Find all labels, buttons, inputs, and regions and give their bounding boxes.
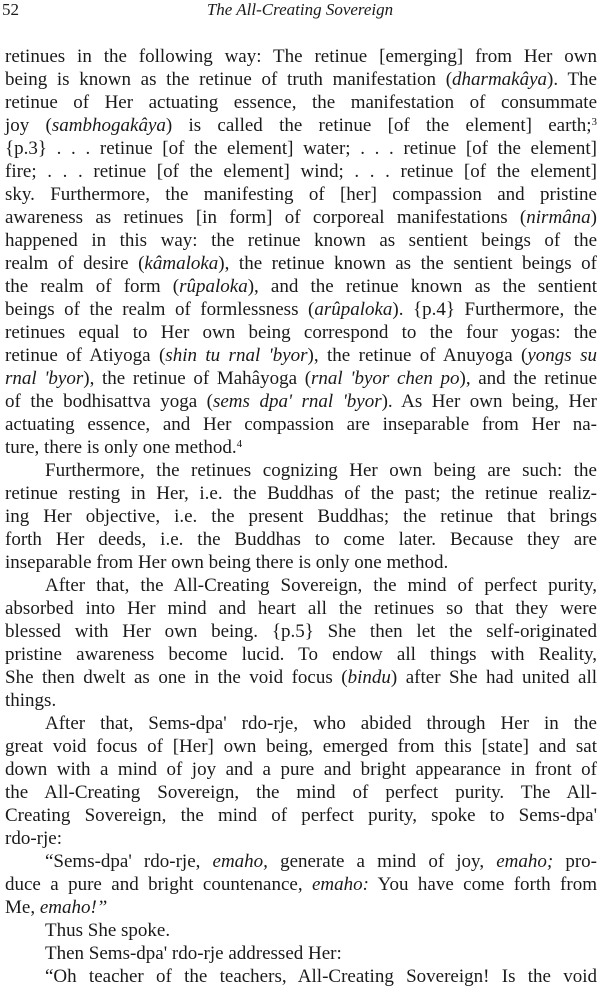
text-line [5, 91, 597, 114]
text-segment: awareness as retinues [in form] of corporeal manifestations ( [5, 207, 527, 228]
text-segment: Then Sems-dpa' rdo-rje addressed Her: [45, 943, 342, 964]
text-segment: ing Her objective, i.e. the present Buddhas; the retinue that brings [5, 506, 597, 527]
text-line [5, 827, 597, 850]
text-segment: fire; . . . retinue [of the element] wind; . . . retinue [of the element] [5, 161, 597, 182]
text-segment: ), and the retinue known as the sentient [247, 276, 597, 297]
text-segment: retinue resting in Her, i.e. the Buddhas of the past; the retinue realiz- [5, 483, 597, 504]
text-segment: rdo-rje: [5, 828, 62, 849]
text-line [5, 643, 597, 666]
text-line [5, 344, 597, 367]
text-segment: pristine awareness become lucid. To endow all things with Reality, [5, 644, 597, 665]
text-segment: great void focus of [Her] own being, emerged from this [state] and sat [5, 736, 597, 757]
text-line [5, 252, 597, 275]
text-segment: the All-Creating Sovereign, the mind of perfect purity. The All- [5, 782, 597, 803]
text-segment: pro- [553, 851, 597, 872]
text-segment: ) after She had united all [390, 667, 597, 688]
text-segment: After that, Sems-dpa' rdo-rje, who abided through Her in the [45, 713, 597, 734]
text-segment: things. [5, 690, 57, 711]
text-line [5, 597, 597, 620]
text-segment: retinues equal to Her own being correspond to the four yogas: the [5, 322, 597, 343]
footnote-marker: 4 [236, 438, 243, 450]
text-line [5, 804, 597, 827]
text-segment: “Sems-dpa' rdo-rje, [45, 851, 213, 872]
text-segment: beings of the realm of formlessness ( [5, 299, 315, 320]
running-title: The All-Creating Sovereign [206, 0, 394, 19]
text-line [5, 505, 597, 528]
text-segment: ). As Her own being, Her [381, 391, 597, 412]
text-segment: ), the retinue of Mahâyoga ( [83, 368, 312, 389]
text-segment: ) is called the retinue [of the element] earth; [165, 115, 592, 136]
text-segment: Furthermore, the retinues cognizing Her own being are such: the [45, 460, 597, 481]
text-segment: ). {p.4} Furthermore, the [392, 299, 597, 320]
text-line [5, 183, 597, 206]
text-line [5, 137, 597, 160]
text-line [5, 896, 597, 919]
italic-term: emaho, [212, 851, 268, 872]
text-segment: happened in this way: the retinue known as sentient beings of the [5, 230, 597, 251]
text-segment: ), the retinue known as the sentient beings of [218, 253, 597, 274]
italic-term: kâmaloka [144, 253, 219, 274]
text-line [5, 758, 597, 781]
text-segment: Me, [5, 897, 40, 918]
italic-term: rnal 'byor [5, 368, 84, 389]
text-segment: “Oh teacher of the teachers, All-Creating Sovereign! Is the void [45, 966, 597, 987]
text-segment: joy ( [5, 115, 52, 136]
text-segment: ), and the retinue [459, 368, 598, 389]
body-text [5, 45, 597, 988]
text-line [5, 620, 597, 643]
text-segment: {p.3} . . . retinue [of the element] water; . . . retinue [of the element] [5, 138, 597, 159]
text-segment: forth Her deeds, i.e. the Buddhas to come later. Because they are [5, 529, 597, 550]
text-segment: sky. Furthermore, the manifesting of [her] compassion and pristine [5, 184, 597, 205]
italic-term: emaho; [496, 851, 554, 872]
text-segment: of the bodhisattva yoga ( [5, 391, 213, 412]
text-segment: You have come forth from [368, 874, 597, 895]
text-segment: generate a mind of joy, [267, 851, 497, 872]
italic-term: nirmâna [526, 207, 591, 228]
text-segment: down with a mind of joy and a pure and bright appearance in front of [5, 759, 597, 780]
italic-term: emaho!” [39, 897, 108, 918]
text-line [5, 390, 597, 413]
text-line [5, 321, 597, 344]
italic-term: rnal 'byor chen po [311, 368, 460, 389]
text-segment: realm of desire ( [5, 253, 145, 274]
footnote-marker: 3 [591, 116, 597, 128]
text-segment: actuating essence, and Her compassion are inseparable from Her na- [5, 414, 597, 435]
italic-term: emaho: [312, 874, 369, 895]
text-line [5, 459, 597, 482]
text-line [5, 781, 597, 804]
text-line [5, 528, 597, 551]
text-segment: being is known as the retinue of truth manifestation ( [5, 69, 453, 90]
text-segment: absorbed into Her mind and heart all the retinues so that they were [5, 598, 597, 619]
running-header [0, 0, 600, 24]
text-segment: inseparable from Her own being there is only one method. [5, 552, 449, 573]
italic-term: sambhogakâya [51, 115, 166, 136]
text-segment: Thus She spoke. [45, 920, 171, 941]
text-line [5, 873, 597, 896]
text-segment: duce a pure and bright countenance, [5, 874, 312, 895]
text-segment: retinues in the following way: The retinue [emerging] from Her own [5, 46, 597, 67]
text-segment: ), the retinue of Anuyoga ( [307, 345, 528, 366]
text-line [5, 160, 597, 183]
text-line [5, 735, 597, 758]
text-line [5, 436, 597, 459]
italic-term: yongs su [527, 345, 597, 366]
text-line [5, 574, 597, 597]
text-line [5, 919, 597, 942]
text-segment: ). The [547, 69, 597, 90]
text-segment: ) [590, 207, 597, 228]
text-line [5, 298, 597, 321]
text-line [5, 942, 597, 965]
italic-term: dharmakâya [452, 69, 548, 90]
text-segment: Creating Sovereign, the mind of perfect purity, spoke to Sems-dpa' [5, 805, 597, 826]
text-line [5, 68, 597, 91]
text-line [5, 413, 597, 436]
text-segment: ture, there is only one method. [5, 437, 237, 458]
italic-term: rûpaloka [179, 276, 248, 297]
text-line [5, 689, 597, 712]
text-line [5, 367, 597, 390]
text-segment: blessed with Her own being. {p.5} She then let the self-originated [5, 621, 597, 642]
italic-term: arûpaloka [314, 299, 393, 320]
text-line [5, 850, 597, 873]
text-segment: retinue of Her actuating essence, the manifestation of consummate [5, 92, 597, 113]
text-line [5, 482, 597, 505]
text-line [5, 114, 597, 137]
italic-term: sems dpa' rnal 'byor [212, 391, 382, 412]
text-line [5, 965, 597, 988]
page-number: 52 [2, 0, 19, 19]
text-line [5, 206, 597, 229]
italic-term: shin tu rnal 'byor [165, 345, 308, 366]
text-line [5, 45, 597, 68]
text-segment: After that, the All-Creating Sovereign, the mind of perfect purity, [45, 575, 597, 596]
text-line [5, 275, 597, 298]
text-segment: retinue of Atiyoga ( [5, 345, 166, 366]
text-line [5, 229, 597, 252]
text-line [5, 666, 597, 689]
text-line [5, 551, 597, 574]
text-segment: She then dwelt as one in the void focus ( [5, 667, 348, 688]
italic-term: bindu [347, 667, 391, 688]
text-segment: the realm of form ( [5, 276, 180, 297]
text-line [5, 712, 597, 735]
